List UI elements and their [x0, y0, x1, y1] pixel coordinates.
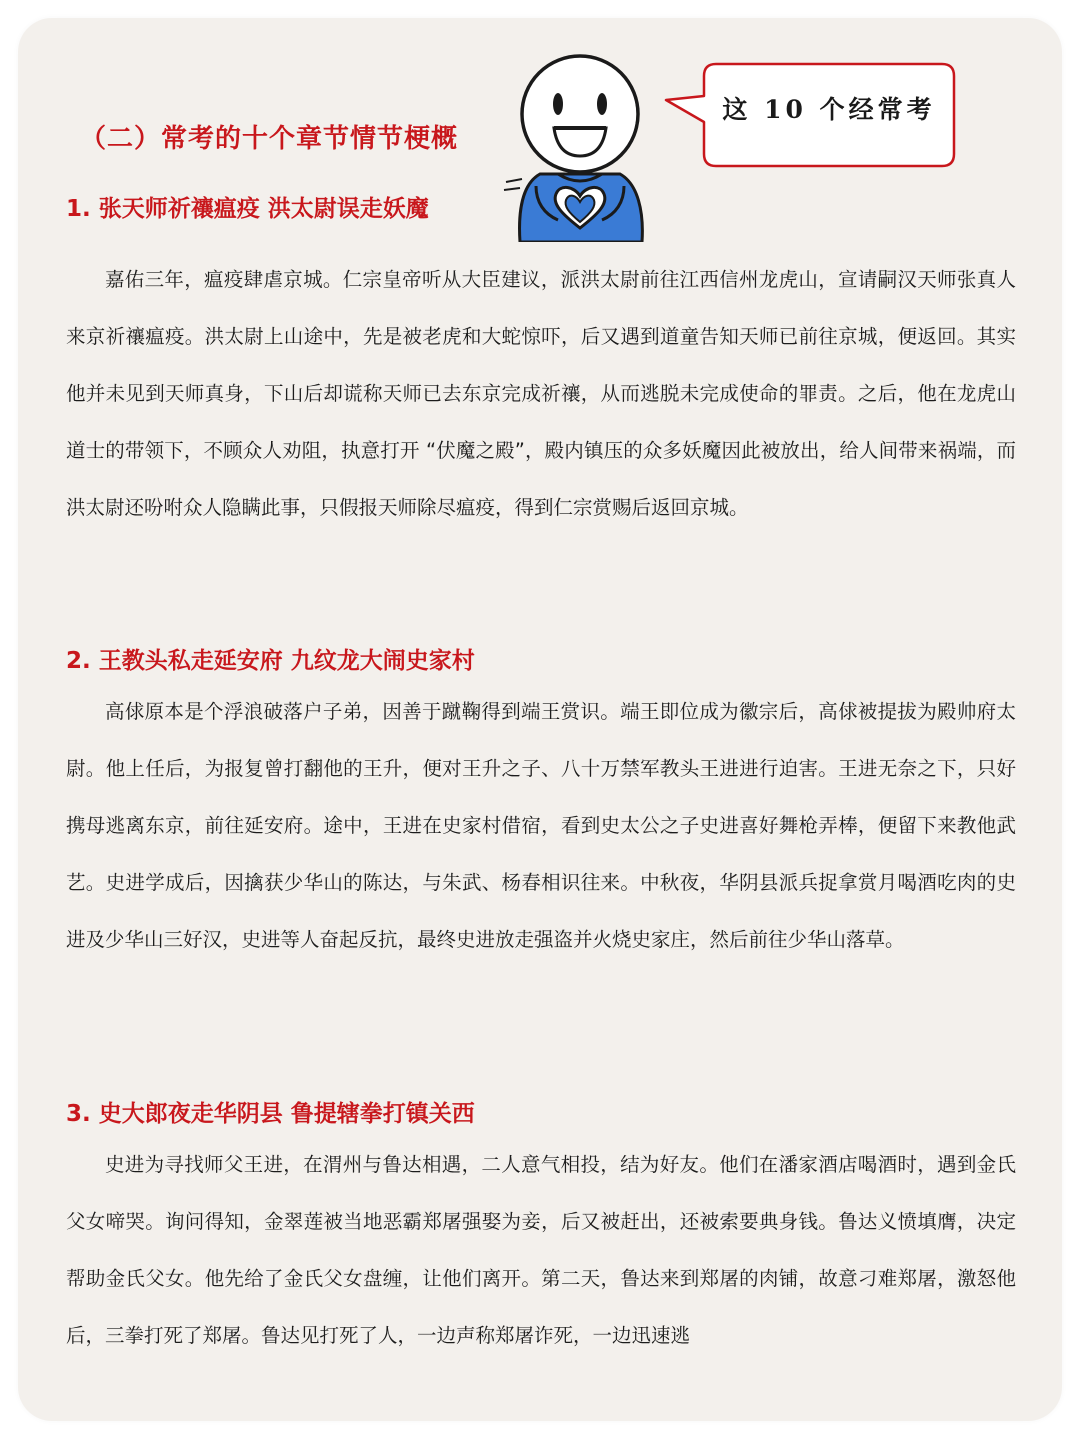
chapter-heading: 1. 张天师祈禳瘟疫 洪太尉误走妖魔 [66, 196, 429, 222]
section-title: （二）常考的十个章节情节梗概 [80, 124, 459, 154]
mascot-heart-hands-icon [492, 52, 668, 242]
chapter-summary: 高俅原本是个浮浪破落户子弟，因善于蹴鞠得到端王赏识。端王即位成为徽宗后，高俅被提拔为殿帅府太尉。他上任后，为报复曾打翻他的王升，便对王升之子、八十万禁军教头王进进行迫害。王进无奈之下，只好携母逃离东京，前往延安府。途中，王进在史家村借宿，看到史太公之子史进喜好舞枪弄棒，便留下来教他武艺。史进学成后，因擒获少华山的陈达，与朱武、杨春相识往来。中秋夜，华阴县派兵捉拿赏月喝酒吃肉的史进及少华山三好汉，史进等人奋起反抗，最终史进放走强盗并火烧史家庄，然后前往少华山落草。 [66, 700, 1016, 951]
chapter-summary: 史进为寻找师父王进，在渭州与鲁达相遇，二人意气相投，结为好友。他们在潘家酒店喝酒时，遇到金氏父女啼哭。询问得知，金翠莲被当地恶霸郑屠强娶为妾，后又被赶出，还被索要典身钱。鲁达义愤填膺，决定帮助金氏父女。他先给了金氏父女盘缠，让他们离开。第二天，鲁达来到郑屠的肉铺，故意刁难郑屠，激怒他后，三拳打死了郑屠。鲁达见打死了人，一边声称郑屠诈死，一边迅速逃 [66, 1153, 1016, 1347]
article-content [18, 18, 1062, 1421]
article-page [18, 18, 1062, 1421]
chapter-summary: 嘉佑三年，瘟疫肆虐京城。仁宗皇帝听从大臣建议，派洪太尉前往江西信州龙虎山，宣请嗣汉天师张真人来京祈禳瘟疫。洪太尉上山途中，先是被老虎和大蛇惊吓，后又遇到道童告知天师已前往京城，便返回。其实他并未见到天师真身，下山后却谎称天师已去东京完成祈禳，从而逃脱未完成使命的罪责。之后，他在龙虎山道士的带领下，不顾众人劝阻，执意打开 “伏魔之殿”，殿内镇压的众多妖魔因此被放出，给人间带来祸端，而洪太尉还吩咐众人隐瞒此事，只假报天师除尽瘟疫，得到仁宗赏赐后返回京城。 [66, 268, 1016, 519]
chapter-heading: 2. 王教头私走延安府 九纹龙大闹史家村 [66, 648, 475, 674]
chapter-heading: 3. 史大郎夜走华阴县 鲁提辖拳打镇关西 [66, 1101, 475, 1127]
speech-bubble-text: 这 10 个经常考 [722, 95, 936, 124]
